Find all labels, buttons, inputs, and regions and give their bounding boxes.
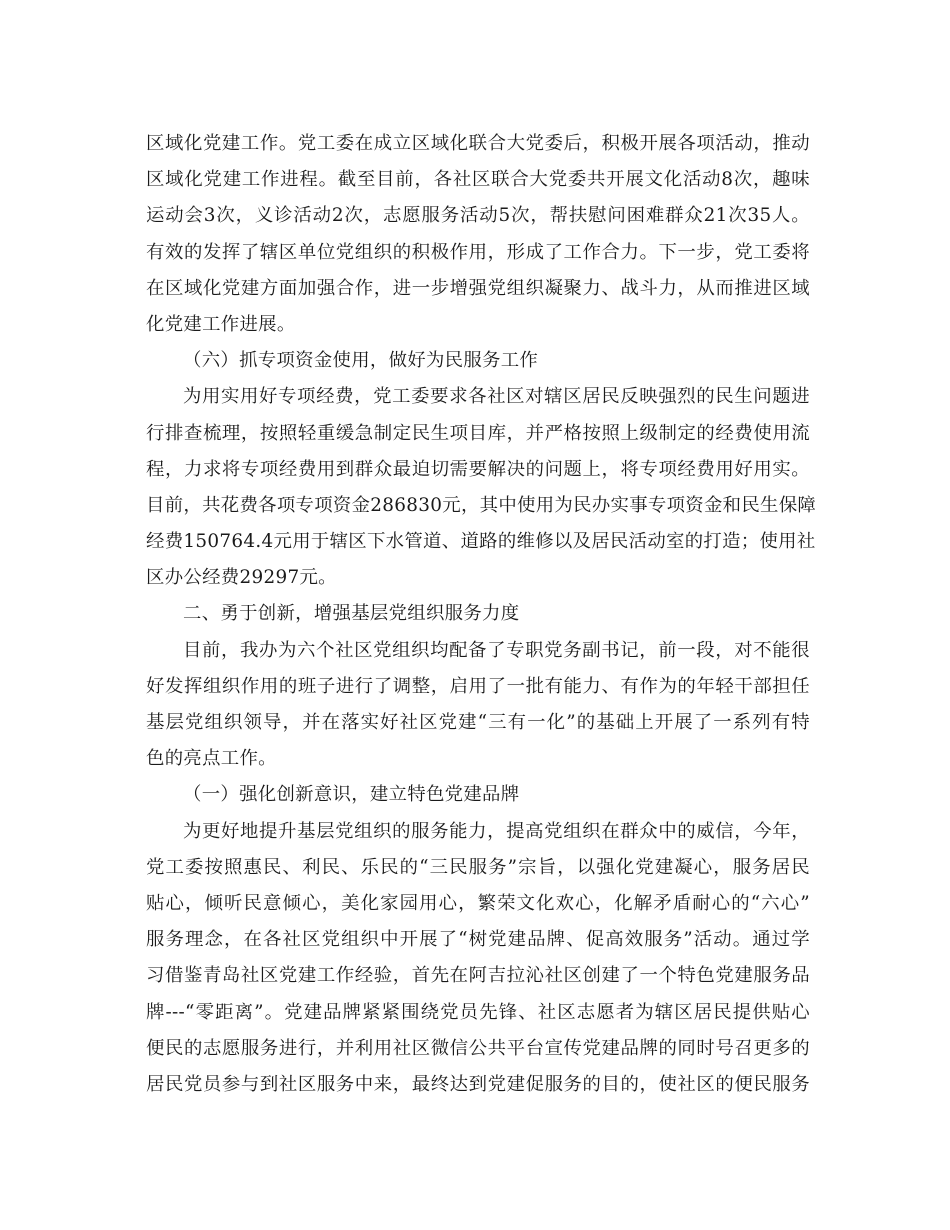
text-line: 好发挥组织作用的班子进行了调整，启用了一批有能力、有作为的年轻干部担任 (146, 675, 810, 697)
paragraph-first-line: 为用实用好专项经费，党工委要求各社区对辖区居民反映强烈的民生问题进 (183, 386, 810, 408)
text-line: 化党建工作进展。 (146, 313, 296, 335)
text-line: 区办公经费29297元。 (146, 567, 337, 589)
text-line: 习借鉴青岛社区党建工作经验，首先在阿吉拉沁社区创建了一个特色党建服务品 (146, 965, 810, 987)
text-line: 在区域化党建方面加强合作，进一步增强党组织凝聚力、战斗力，从而推进区域 (146, 277, 810, 299)
text-line: 党工委按照惠民、利民、乐民的“三民服务”宗旨，以强化党建凝心，服务居民 (146, 856, 810, 878)
text-line: 基层党组织领导，并在落实好社区党建“三有一化”的基础上开展了一系列有特 (146, 712, 810, 733)
section-heading: （六）抓专项资金使用，做好为民服务工作 (183, 350, 539, 372)
paragraph-first-line: 目前，我办为六个社区党组织均配备了专职党务副书记，前一段，对不能很 (183, 639, 810, 661)
text-line: 便民的志愿服务进行，并利用社区微信公共平台宣传党建品牌的同时号召更多的 (146, 1037, 810, 1059)
text-line: 服务理念，在各社区党组织中开展了“树党建品牌、促高效服务”活动。通过学 (146, 929, 810, 951)
text-line: 区域化党建工作进程。截至目前，各社区联合大党委共开展文化活动8次，趣味 (146, 169, 810, 191)
text-line: 经费150764.4元用于辖区下水管道、道路的维修以及居民活动室的打造；使用社 (146, 531, 816, 553)
text-line: 有效的发挥了辖区单位党组织的积极作用，形成了工作合力。下一步，党工委将 (146, 241, 810, 263)
text-line: 区域化党建工作。党工委在成立区域化联合大党委后，积极开展各项活动，推动 (146, 133, 810, 154)
text-line: 行排查梳理，按照轻重缓急制定民生项目库，并严格按照上级制定的经费使用流 (146, 422, 810, 444)
text-line: 贴心，倾听民意倾心，美化家园用心，繁荣文化欢心，化解矛盾耐心的“六心” (146, 892, 810, 914)
section-heading: （一）强化创新意识，建立特色党建品牌 (183, 784, 520, 806)
paragraph-first-line: 为更好地提升基层党组织的服务能力，提高党组织在群众中的威信，今年， (183, 820, 810, 842)
text-line: 牌---“零距离”。党建品牌紧紧围绕党员先锋、社区志愿者为辖区居民提供贴心 (146, 1001, 810, 1023)
text-line: 色的亮点工作。 (146, 748, 277, 770)
text-line: 目前，共花费各项专项资金286830元，其中使用为民办实事专项资金和民生保障 (146, 494, 817, 516)
section-heading: 二、勇于创新，增强基层党组织服务力度 (183, 603, 520, 625)
text-line: 居民党员参与到社区服务中来，最终达到党建促服务的目的，使社区的便民服务 (146, 1073, 810, 1095)
document-body (146, 126, 817, 1103)
text-line: 程，力求将专项经费用到群众最迫切需要解决的问题上，将专项经费用好用实。 (146, 458, 810, 480)
text-line: 运动会3次，义诊活动2次，志愿服务活动5次，帮扶慰问困难群众21次35人。 (146, 205, 810, 227)
